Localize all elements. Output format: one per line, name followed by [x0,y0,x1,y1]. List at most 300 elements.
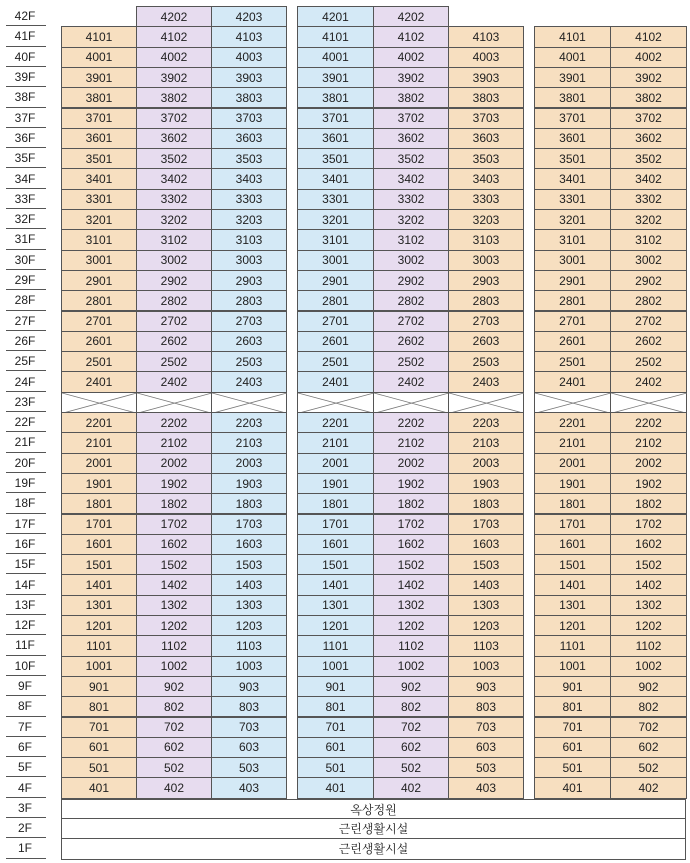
unit-cell: 2403 [448,371,524,392]
floor-label-36: 36F [14,130,36,145]
unit-cell: 2602 [136,331,212,352]
unit-cell: 4002 [373,47,449,68]
unit-cell: 2002 [373,453,449,474]
unit-cell: 3701 [297,108,374,129]
unit-cell: 2501 [297,351,374,372]
unit-cell: 1102 [373,635,449,656]
unit-cell: 1703 [211,514,287,535]
unit-cell: 1901 [297,473,374,494]
unit-cell: 2601 [297,331,374,352]
unit-cell: 3201 [534,209,611,230]
unit-cell: 1802 [136,493,212,514]
unit-cell: 401 [534,777,611,798]
unit-cell: 701 [297,717,374,738]
unit-cell: 1302 [373,595,449,616]
unit-cell: 3003 [448,250,524,271]
unit-cell: 701 [534,717,611,738]
floor-label-40: 40F [14,49,36,64]
unit-cell: 603 [211,737,287,758]
unit-cell: 3202 [136,209,212,230]
unit-cell: 2902 [610,270,687,291]
unit-cell: 4201 [297,6,374,27]
unit-cell: 1102 [610,635,687,656]
unit-cell: 3301 [61,189,137,210]
unit-cell: 3202 [373,209,449,230]
unit-cell: 1302 [136,595,212,616]
floor-label-31: 31F [14,232,36,247]
unit-cell: 2203 [448,412,524,433]
unit-cell: 3703 [211,108,287,129]
unit-cell: 3601 [297,128,374,149]
floor-label-8: 8F [17,699,32,714]
unit-cell: 2103 [448,432,524,453]
floor-label-9: 9F [17,679,32,694]
unit-cell: 2503 [448,351,524,372]
floor-label-29: 29F [14,273,36,288]
unit-cell: 3602 [136,128,212,149]
unit-cell: 503 [211,757,287,778]
unit-cell: 3302 [373,189,449,210]
unit-cell: 3403 [448,168,524,189]
floor-label-22: 22F [14,415,36,430]
unit-cell: 1202 [136,615,212,636]
unit-cell: 1601 [61,534,137,555]
unit-cell: 2603 [211,331,287,352]
unit-cell: 3701 [61,108,137,129]
unit-cell: 2801 [61,290,137,311]
unit-cell: 801 [297,696,374,717]
floor-label-24: 24F [14,374,36,389]
unit-cell: 3402 [136,168,212,189]
unit-cell: 1303 [211,595,287,616]
unit-cell: 1503 [448,554,524,575]
unit-cell: 3102 [610,229,687,250]
unit-cell: 1201 [534,615,611,636]
unit-cell: 501 [534,757,611,778]
unit-cell: 2903 [211,270,287,291]
unit-cell: 1203 [448,615,524,636]
unit-cell: 3501 [297,148,374,169]
unit-cell: 501 [297,757,374,778]
unit-cell: 2202 [136,412,212,433]
unit-cell: 3501 [534,148,611,169]
unit-cell: 1702 [136,514,212,535]
unit-cell: 2001 [297,453,374,474]
floor-label-3: 3F [17,800,32,815]
floor-label-11: 11F [15,638,35,653]
unit-cell: 2402 [373,371,449,392]
unit-cell: 3902 [373,67,449,88]
unit-cell: 2803 [448,290,524,311]
unit-cell: 3601 [61,128,137,149]
unit-cell: 1701 [534,514,611,535]
unit-cell: 1401 [297,574,374,595]
unit-cell: 3001 [297,250,374,271]
unit-cell: 3802 [373,87,449,108]
unit-cell: 2902 [136,270,212,291]
unit-cell: 1003 [211,656,287,677]
unit-cell: 4103 [211,26,287,47]
unit-cell: 901 [297,676,374,697]
unit-cell: 3101 [297,229,374,250]
unit-cell: 3903 [448,67,524,88]
unit-cell: 1803 [211,493,287,514]
floor-label-33: 33F [14,191,36,206]
unit-cell: 2902 [373,270,449,291]
unit-cell: 3001 [534,250,611,271]
unit-cell: 4103 [448,26,524,47]
unit-cell: 1801 [534,493,611,514]
unit-cell: 1203 [211,615,287,636]
unit-cell: 3103 [211,229,287,250]
unit-cell: 2201 [297,412,374,433]
unit-cell: 2501 [534,351,611,372]
unit-cell: 1301 [61,595,137,616]
unit-cell: 1602 [136,534,212,555]
unit-cell: 402 [136,777,212,798]
unit-cell: 3203 [448,209,524,230]
unit-cell: 1401 [61,574,137,595]
unit-cell: 2801 [297,290,374,311]
unit-cell: 402 [610,777,687,798]
unit-cell: 2702 [373,311,449,332]
unit-cell: 2901 [61,270,137,291]
unit-cell: 3402 [610,168,687,189]
floor-label-14: 14F [14,577,36,592]
floor-label-35: 35F [14,151,36,166]
unit-cell: 3501 [61,148,137,169]
unit-cell: 4003 [448,47,524,68]
unit-cell: 1301 [534,595,611,616]
unit-cell: 3801 [61,87,137,108]
unit-cell: 1001 [534,656,611,677]
unit-cell: 1002 [610,656,687,677]
floor-label-32: 32F [14,212,36,227]
unit-cell: 2901 [297,270,374,291]
unit-cell: 902 [373,676,449,697]
unit-cell: 1501 [61,554,137,575]
unit-cell: 2702 [610,311,687,332]
skipped-floor-cell [610,392,687,413]
unit-cell: 2102 [610,432,687,453]
unit-cell: 2703 [448,311,524,332]
unit-cell: 1303 [448,595,524,616]
floor-label-2: 2F [17,821,32,836]
unit-cell: 2001 [534,453,611,474]
unit-cell: 803 [211,696,287,717]
unit-cell: 3703 [448,108,524,129]
unit-cell: 3001 [61,250,137,271]
skipped-floor-cell [297,392,374,413]
skipped-floor-cell [211,392,287,413]
unit-cell: 2002 [136,453,212,474]
floor-label-42: 42F [14,9,36,24]
unit-cell: 701 [61,717,137,738]
unit-cell: 1002 [136,656,212,677]
unit-cell: 4003 [211,47,287,68]
unit-cell: 3902 [136,67,212,88]
unit-cell: 2502 [373,351,449,372]
unit-cell: 4101 [61,26,137,47]
unit-cell: 802 [136,696,212,717]
unit-cell: 602 [136,737,212,758]
unit-cell: 1102 [136,635,212,656]
floor-label-18: 18F [14,496,36,511]
unit-cell: 1103 [448,635,524,656]
unit-cell: 1701 [61,514,137,535]
floor-label-4: 4F [17,780,32,795]
unit-cell: 801 [61,696,137,717]
unit-cell: 3802 [136,87,212,108]
unit-cell: 2602 [373,331,449,352]
floor-label-6: 6F [17,739,32,754]
unit-cell: 2601 [61,331,137,352]
unit-cell: 3601 [534,128,611,149]
unit-cell: 1501 [297,554,374,575]
unit-cell: 2402 [136,371,212,392]
unit-cell: 602 [373,737,449,758]
unit-cell: 3002 [136,250,212,271]
unit-cell: 3802 [610,87,687,108]
unit-cell: 1701 [297,514,374,535]
unit-cell: 403 [448,777,524,798]
unit-cell: 1302 [610,595,687,616]
unit-cell: 1103 [211,635,287,656]
unit-cell: 1702 [610,514,687,535]
unit-cell: 1703 [448,514,524,535]
unit-cell: 702 [373,717,449,738]
unit-cell: 1502 [610,554,687,575]
unit-cell: 601 [534,737,611,758]
unit-cell: 3901 [297,67,374,88]
unit-cell: 1602 [610,534,687,555]
unit-cell: 4202 [136,6,212,27]
skipped-floor-cell [373,392,449,413]
unit-cell: 3002 [373,250,449,271]
unit-cell: 1501 [534,554,611,575]
unit-cell: 4102 [610,26,687,47]
unit-cell: 2901 [534,270,611,291]
unit-cell: 2502 [136,351,212,372]
unit-cell: 3003 [211,250,287,271]
unit-cell: 1901 [534,473,611,494]
unit-cell: 3801 [534,87,611,108]
unit-cell: 1402 [373,574,449,595]
unit-cell: 402 [373,777,449,798]
unit-cell: 3503 [448,148,524,169]
unit-cell: 903 [211,676,287,697]
unit-cell: 3503 [211,148,287,169]
unit-cell: 601 [61,737,137,758]
unit-cell: 1001 [297,656,374,677]
unit-cell: 3301 [534,189,611,210]
unit-cell: 1801 [297,493,374,514]
unit-cell: 401 [61,777,137,798]
unit-cell: 3401 [534,168,611,189]
unit-cell: 3403 [211,168,287,189]
unit-cell: 1902 [610,473,687,494]
unit-cell: 3303 [448,189,524,210]
unit-cell: 4102 [136,26,212,47]
unit-cell: 2102 [136,432,212,453]
unit-cell: 3201 [297,209,374,230]
unit-cell: 3101 [534,229,611,250]
unit-cell: 1201 [297,615,374,636]
unit-cell: 901 [534,676,611,697]
unit-cell: 1201 [61,615,137,636]
unit-cell: 4203 [211,6,287,27]
unit-cell: 503 [448,757,524,778]
unit-cell: 2903 [448,270,524,291]
floor-label-1: 1F [17,841,32,856]
unit-cell: 1801 [61,493,137,514]
unit-cell: 1401 [534,574,611,595]
floor-label-30: 30F [14,252,36,267]
floor-label-26: 26F [14,333,36,348]
unit-cell: 1001 [61,656,137,677]
floor-rule [6,858,46,859]
unit-cell: 702 [610,717,687,738]
floor-label-41: 41F [14,29,36,44]
unit-cell: 1502 [373,554,449,575]
unit-cell: 2001 [61,453,137,474]
unit-cell: 2103 [211,432,287,453]
floor-label-34: 34F [14,171,36,186]
floor-label-13: 13F [14,597,36,612]
unit-cell: 3101 [61,229,137,250]
unit-cell: 4001 [61,47,137,68]
unit-cell: 703 [448,717,524,738]
unit-cell: 401 [297,777,374,798]
unit-cell: 3302 [136,189,212,210]
unit-cell: 802 [610,696,687,717]
unit-cell: 1602 [373,534,449,555]
unit-cell: 3102 [373,229,449,250]
unit-cell: 1902 [373,473,449,494]
floor-label-38: 38F [14,90,36,105]
unit-cell: 4001 [297,47,374,68]
unit-cell: 3803 [448,87,524,108]
unit-cell: 2701 [61,311,137,332]
unit-cell: 1002 [373,656,449,677]
skipped-floor-cell [136,392,212,413]
unit-cell: 3702 [610,108,687,129]
unit-cell: 1803 [448,493,524,514]
floor-label-15: 15F [14,557,36,572]
unit-cell: 1101 [61,635,137,656]
unit-cell: 1702 [373,514,449,535]
unit-cell: 4002 [136,47,212,68]
unit-cell: 1802 [373,493,449,514]
unit-cell: 2101 [297,432,374,453]
floor-label-23: 23F [14,394,36,409]
unit-cell: 901 [61,676,137,697]
unit-cell: 1503 [211,554,287,575]
floor-label-10: 10F [14,658,36,673]
unit-cell: 3301 [297,189,374,210]
unit-cell: 902 [136,676,212,697]
unit-cell: 4101 [534,26,611,47]
unit-cell: 602 [610,737,687,758]
unit-cell: 2602 [610,331,687,352]
unit-cell: 3502 [136,148,212,169]
unit-cell: 2401 [61,371,137,392]
floor-label-5: 5F [17,760,32,775]
unit-cell: 2403 [211,371,287,392]
unit-cell: 1902 [136,473,212,494]
unit-cell: 502 [136,757,212,778]
unit-cell: 3203 [211,209,287,230]
unit-cell: 3901 [61,67,137,88]
unit-cell: 1903 [211,473,287,494]
unit-cell: 1101 [534,635,611,656]
floor-label-21: 21F [14,435,36,450]
unit-cell: 3603 [211,128,287,149]
unit-cell: 601 [297,737,374,758]
unit-cell: 2802 [136,290,212,311]
unit-cell: 1301 [297,595,374,616]
unit-cell: 2701 [534,311,611,332]
unit-cell: 703 [211,717,287,738]
unit-cell: 803 [448,696,524,717]
unit-cell: 1402 [136,574,212,595]
floor-label-39: 39F [14,70,36,85]
unit-cell: 2202 [373,412,449,433]
unit-cell: 2802 [373,290,449,311]
unit-cell: 3502 [610,148,687,169]
floor-label-28: 28F [14,293,36,308]
unit-cell: 2703 [211,311,287,332]
unit-cell: 2401 [297,371,374,392]
unit-cell: 3801 [297,87,374,108]
unit-cell: 1403 [448,574,524,595]
unit-cell: 4101 [297,26,374,47]
unit-cell: 603 [448,737,524,758]
unit-cell: 3502 [373,148,449,169]
unit-cell: 903 [448,676,524,697]
floor-label-12: 12F [14,618,36,633]
unit-cell: 802 [373,696,449,717]
unit-cell: 2601 [534,331,611,352]
unit-cell: 3901 [534,67,611,88]
floor-label-19: 19F [14,476,36,491]
unit-cell: 3202 [610,209,687,230]
unit-cell: 3803 [211,87,287,108]
unit-cell: 4002 [610,47,687,68]
unit-cell: 902 [610,676,687,697]
unit-cell: 2003 [448,453,524,474]
unit-cell: 2702 [136,311,212,332]
floor-label-37: 37F [14,110,36,125]
unit-cell: 3902 [610,67,687,88]
unit-cell: 1603 [211,534,287,555]
unit-cell: 1802 [610,493,687,514]
unit-cell: 2201 [61,412,137,433]
unit-cell: 2201 [534,412,611,433]
floor-label-7: 7F [17,719,32,734]
neighborhood-facility-bar-1: 근린생활시설 [61,838,686,859]
unit-cell: 2502 [610,351,687,372]
roof-garden-bar: 옥상정원 [61,799,686,820]
unit-cell: 801 [534,696,611,717]
unit-cell: 3701 [534,108,611,129]
floor-label-17: 17F [14,516,36,531]
unit-cell: 403 [211,777,287,798]
unit-cell: 1603 [448,534,524,555]
unit-cell: 2202 [610,412,687,433]
floor-label-27: 27F [14,313,36,328]
unit-cell: 501 [61,757,137,778]
